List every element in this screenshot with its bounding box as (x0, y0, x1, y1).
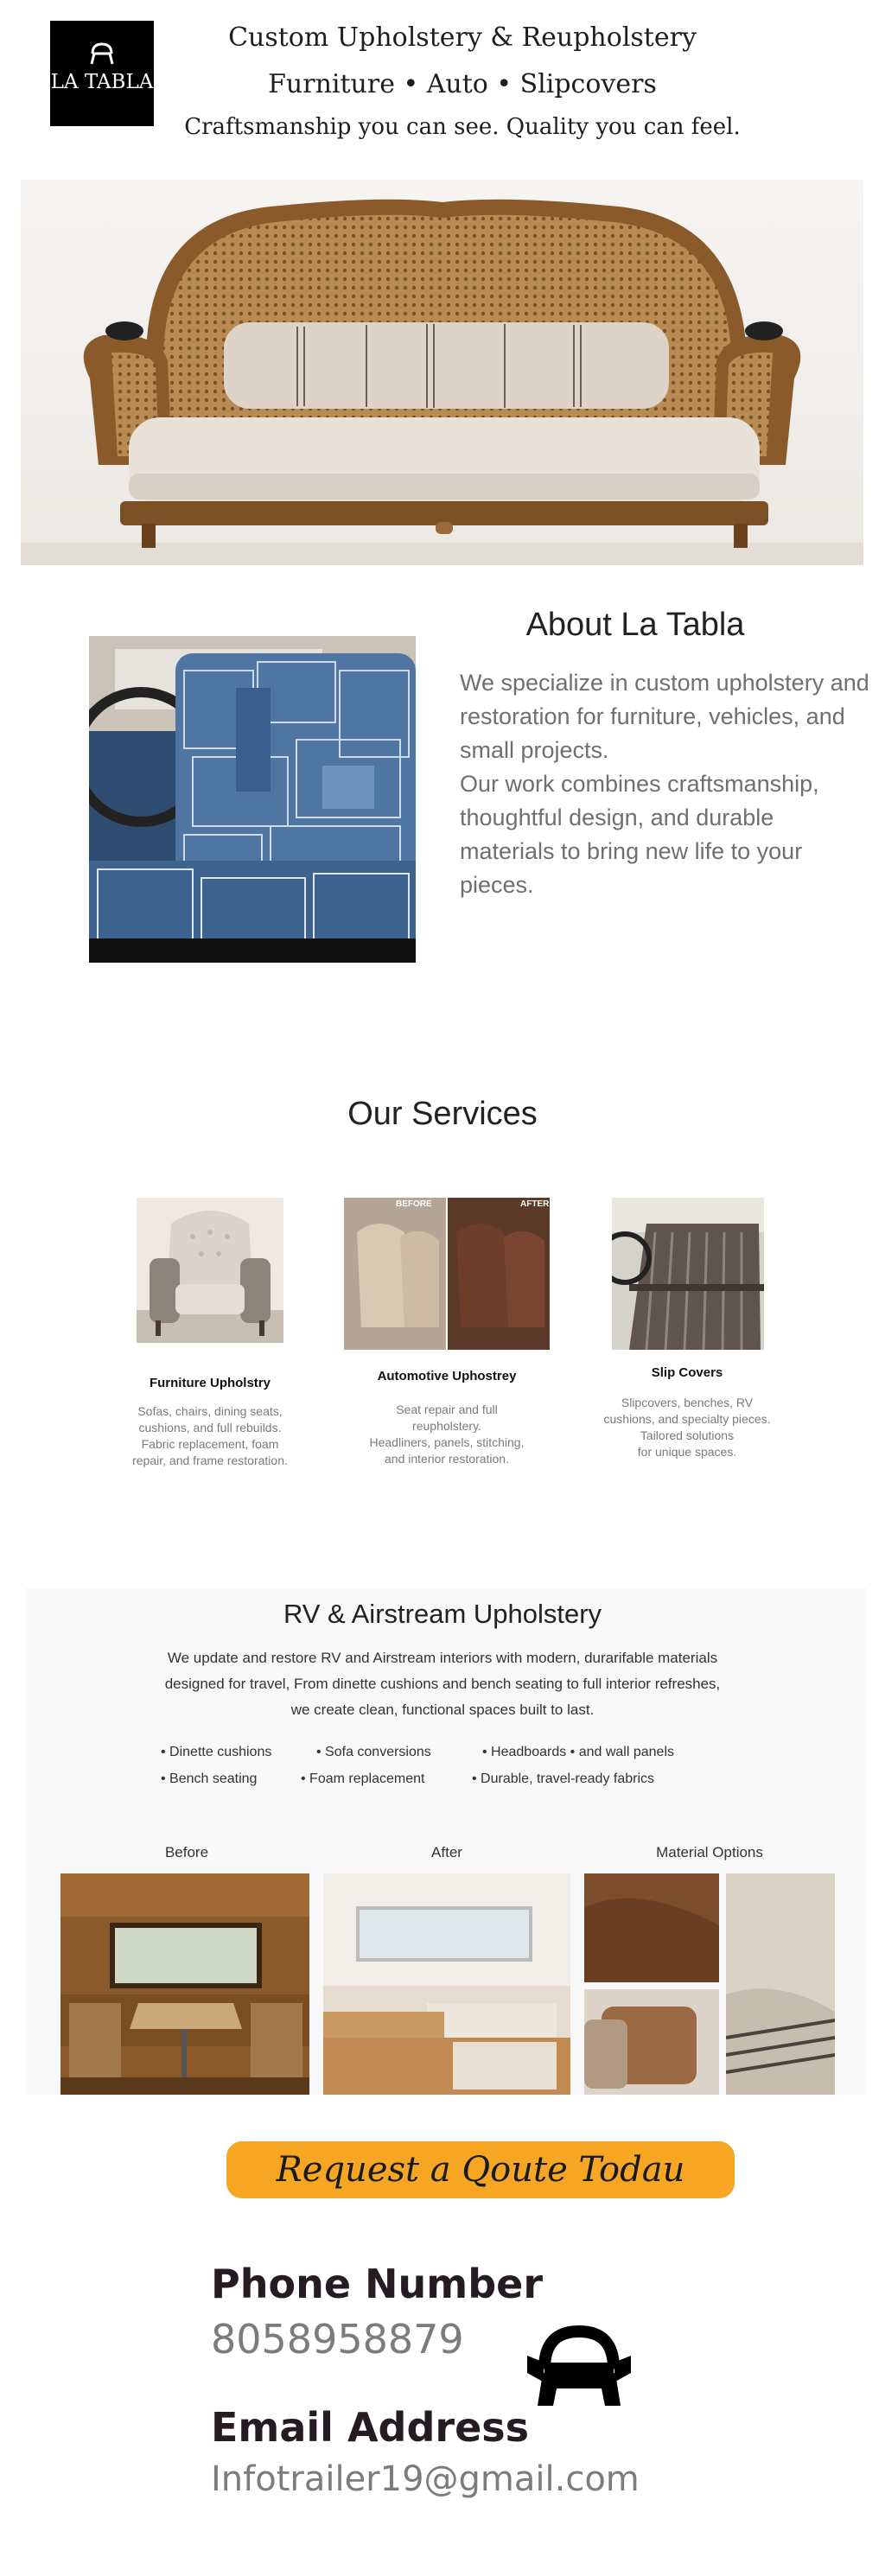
service-desc-furniture (93, 1403, 327, 1469)
service-title-furniture: Furniture Upholstry (149, 1376, 271, 1390)
badge-after: AFTER (520, 1199, 550, 1209)
service-slipcovers-image (612, 1198, 764, 1350)
header-title-line1: Custom Upholstery & Reupholstery (228, 22, 697, 53)
service-title-automotive: Automotive Uphostrey (377, 1369, 517, 1383)
rv-bullet: • Bench seating (161, 1771, 258, 1786)
label-material-options: Material Options (656, 1844, 763, 1860)
label-after: After (431, 1844, 462, 1860)
rv-before-image (60, 1873, 309, 2095)
service-desc-line: Headliners, panels, stitching, (369, 1435, 525, 1449)
service-desc-line: Slipcovers, benches, RV (621, 1396, 754, 1409)
rv-description-line-1: We update and restore RV and Airstream interiors with modern, durarifable materials (167, 1650, 718, 1666)
service-desc-line: cushions, and specialty pieces. (603, 1412, 771, 1426)
material-fleece-image (726, 1873, 835, 2095)
badge-before: BEFORE (396, 1199, 432, 1209)
about-title: About La Tabla (525, 607, 745, 643)
service-desc-line: Fabric replacement, foam (141, 1437, 279, 1451)
about-paragraph-1: We specialize in custom upholstery and restoration for furniture, vehicles, and small projects. (460, 670, 869, 763)
rv-title: RV & Airstream Upholstery (283, 1599, 602, 1629)
hero-sofa-image (21, 180, 863, 565)
rv-description-line-2: designed for travel, From dinette cushions and bench seating to full interior refreshes, (164, 1676, 721, 1692)
header-title-line2: Furniture • Auto • Slipcovers (268, 69, 657, 99)
service-desc-line: for unique spaces. (637, 1445, 737, 1459)
service-desc-line: Seat repair and full (396, 1402, 498, 1416)
rv-bullet: • Sofa conversions (316, 1745, 431, 1759)
service-desc-line: Sofas, chairs, dining seats, (137, 1404, 283, 1418)
service-desc-line: Tailored solutions (640, 1428, 735, 1442)
rv-bullet: • Dinette cushions (161, 1745, 272, 1759)
service-furniture-image (137, 1198, 283, 1343)
request-quote-button[interactable]: Request a Qoute Todau (226, 2141, 735, 2198)
email-address-link[interactable]: Infotrailer19@gmail.com (211, 2459, 640, 2499)
service-title-slipcovers: Slip Covers (651, 1365, 723, 1380)
service-desc-automotive (330, 1402, 563, 1467)
rv-description-line-3: we create clean, functional spaces built to last. (290, 1701, 595, 1718)
label-before: Before (164, 1844, 209, 1860)
chair-logo-icon (519, 2321, 640, 2420)
email-label: Email Address (211, 2404, 530, 2451)
phone-number-link[interactable]: 8058958879 (211, 2316, 464, 2363)
header-tagline: Craftsmanship you can see. Quality you can feel. (184, 114, 741, 140)
service-desc-line: repair, and frame restoration. (132, 1453, 288, 1467)
services-title: Our Services (347, 1096, 538, 1132)
about-denim-seat-image (89, 636, 416, 963)
about-paragraph-2: Our work combines craftsmanship, thoughtful design, and durable materials to bring new life to your pieces. (460, 771, 819, 898)
service-desc-line: cushions, and full rebuilds. (138, 1421, 282, 1434)
service-desc-line: reupholstery. (412, 1419, 481, 1433)
rv-bullet: • Headboards • and wall panels (482, 1745, 675, 1759)
rv-after-image (323, 1873, 570, 2095)
logo-text: LA TABLA (50, 71, 154, 93)
chair-logo-icon (89, 41, 115, 66)
material-cushions-image (584, 1989, 719, 2095)
rv-bullet: • Durable, travel-ready fabrics (472, 1771, 655, 1786)
material-leather-image (584, 1873, 719, 1982)
service-desc-slipcovers (570, 1395, 804, 1460)
rv-bullet: • Foam replacement (301, 1771, 425, 1786)
service-automotive-image (344, 1198, 550, 1350)
phone-label: Phone Number (211, 2261, 544, 2307)
service-desc-line: and interior restoration. (385, 1452, 509, 1466)
